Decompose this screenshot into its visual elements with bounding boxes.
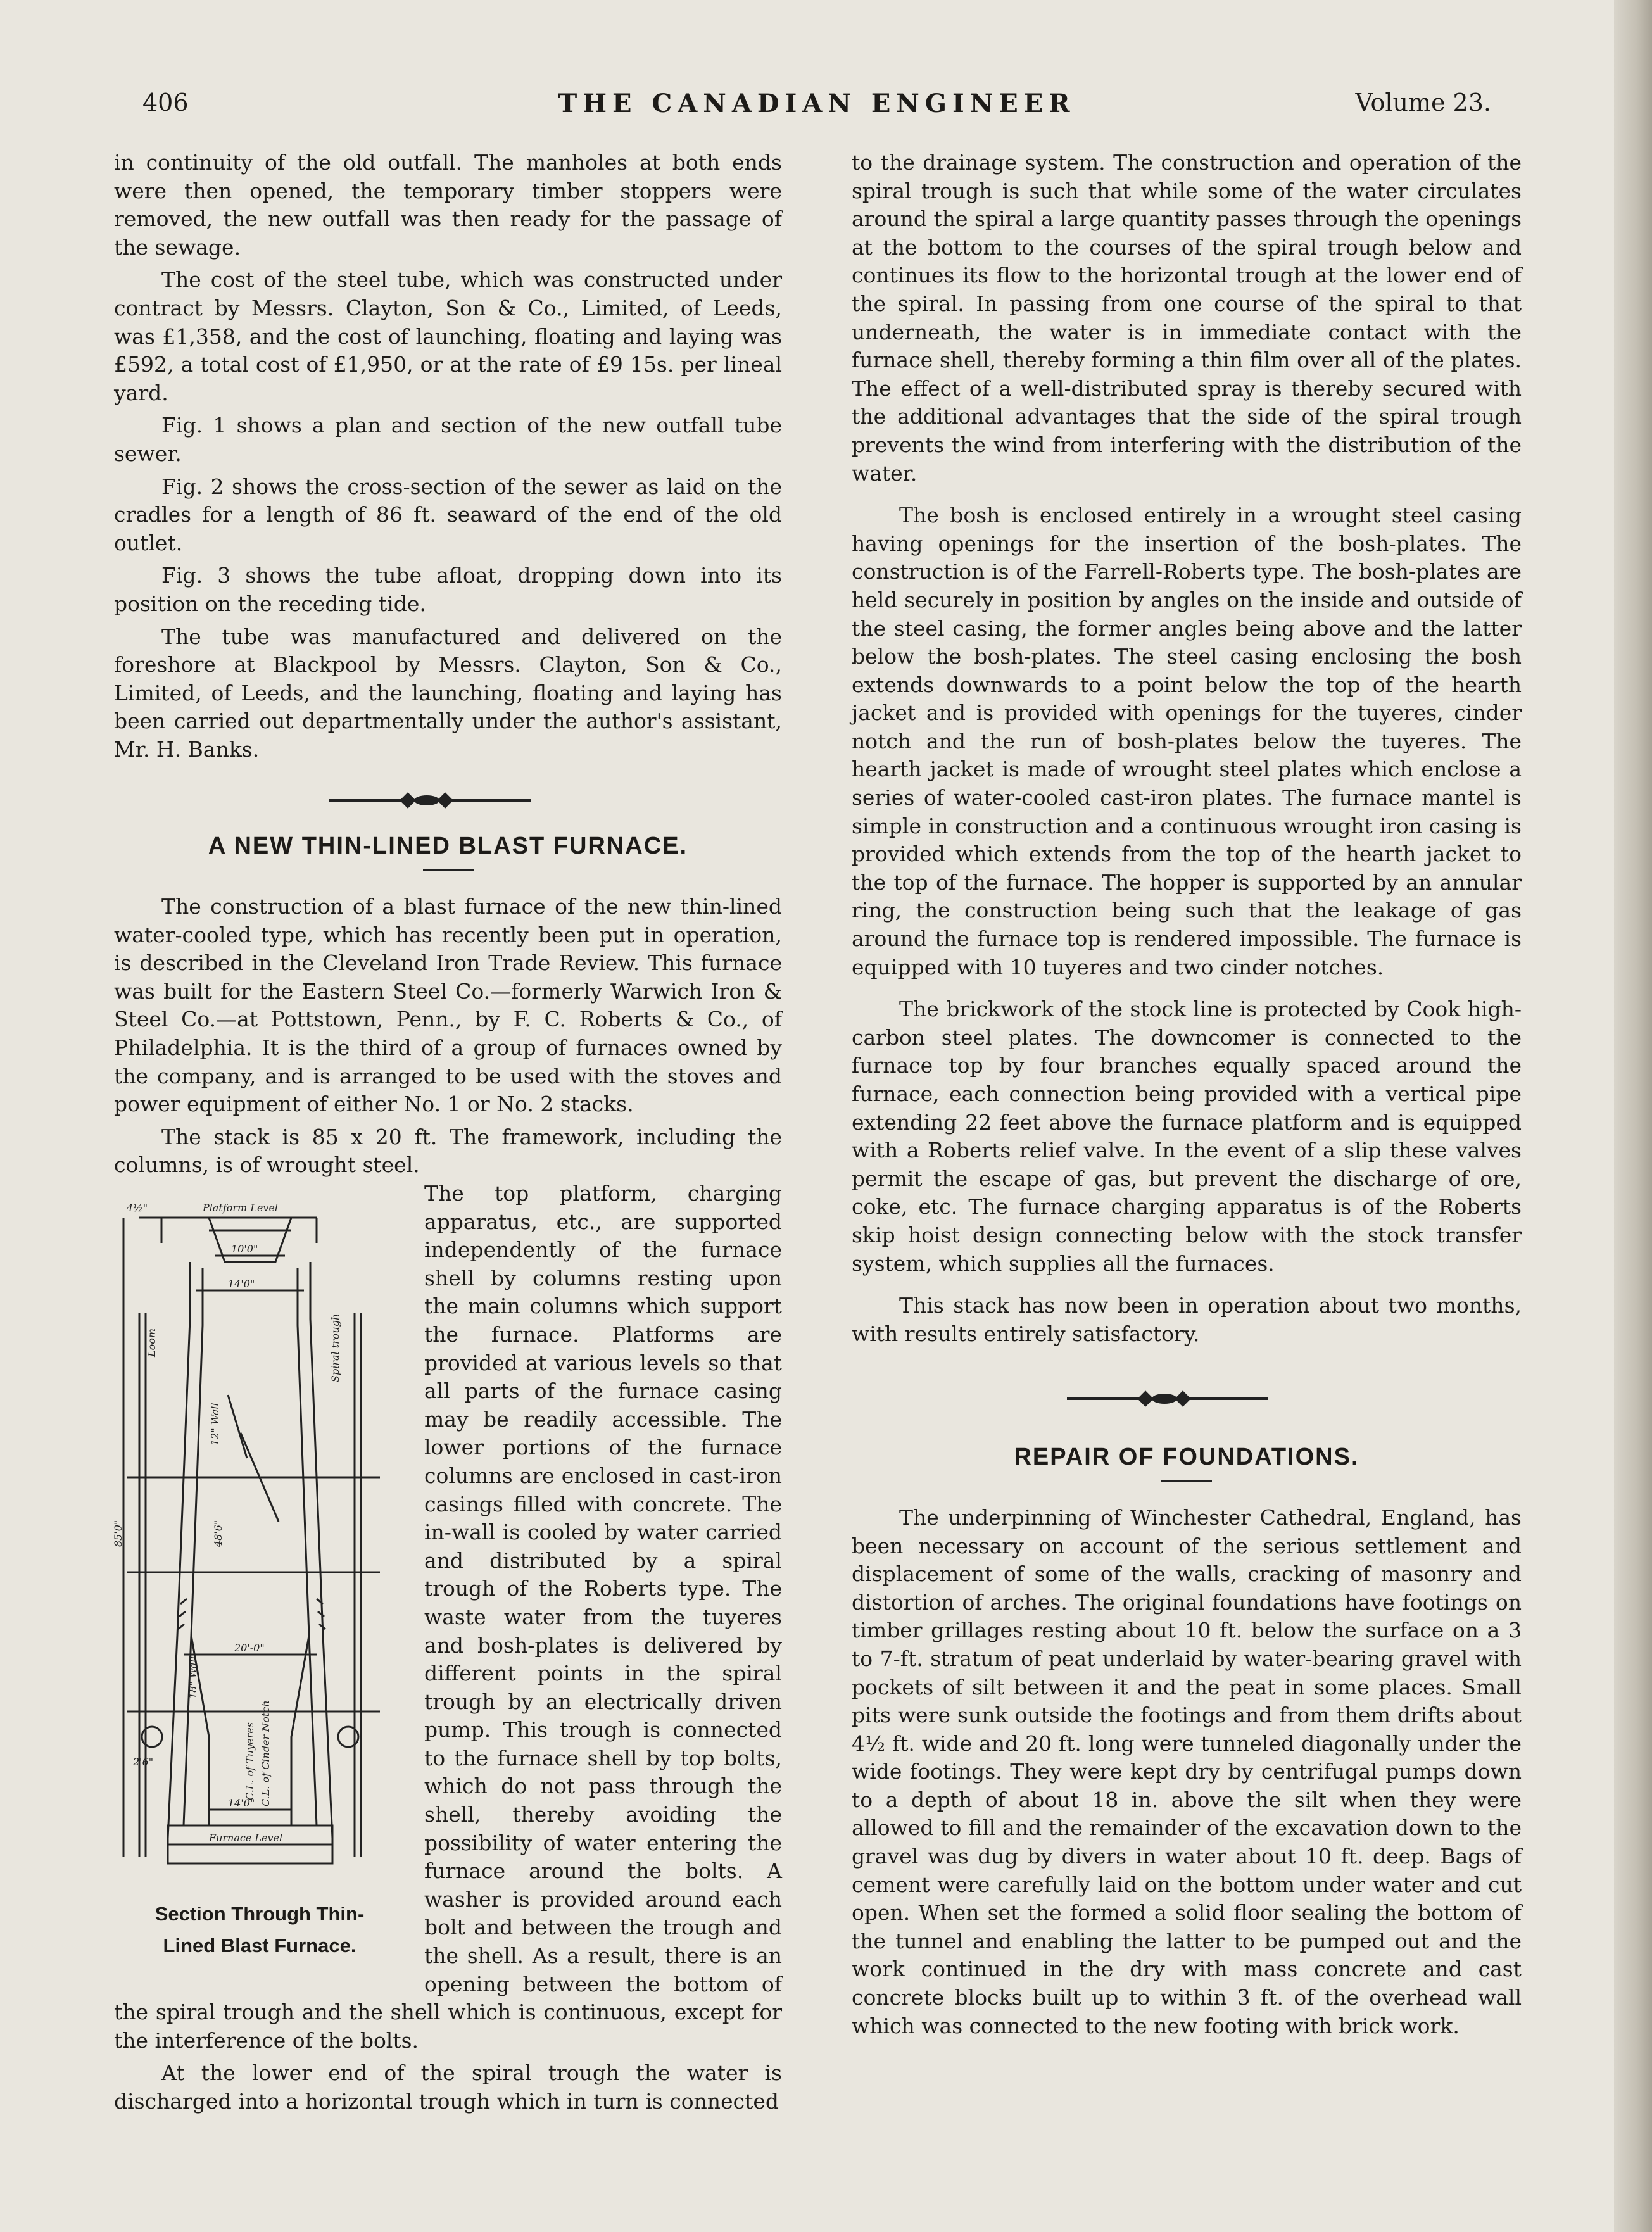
section-divider xyxy=(852,1386,1522,1411)
paragraph: Fig. 2 shows the cross-section of the sewer as laid on the cradles for a length of 86 ft. seaward of the end of the old outlet. xyxy=(114,474,782,555)
title-rule xyxy=(423,869,474,871)
paragraph: Fig. 3 shows the tube afloat, dropping down into its position on the receding tide. xyxy=(114,563,782,616)
page-header xyxy=(142,89,1491,127)
figure-caption xyxy=(114,1898,405,1962)
cl-tuyeres-label: C.L. of Tuyeres xyxy=(244,1722,256,1800)
article-title: REPAIR OF FOUNDATIONS. xyxy=(1014,1444,1359,1471)
dim-14ft-label: 14'0" xyxy=(228,1278,255,1290)
furnace-figure xyxy=(114,1192,405,1987)
volume-label: Volume 23. xyxy=(1355,89,1491,117)
paragraph: The cost of the steel tube, which was constructed under contract by Messrs. Clayton, Son & Co., Limited, of Leeds, was £1,358, and the cost of launching, floating and laying was £592, a total cost of £1,950, or at the rate of £9 15s. per lineal yard. xyxy=(114,267,782,405)
paragraph: in continuity of the old outfall. The manholes at both ends were then opened, the temporary timber stoppers were removed, the new outfall was then ready for the passage of the sewage. xyxy=(114,150,782,260)
figure-caption-line: Section Through Thin- xyxy=(154,1903,365,1925)
figure-caption-line: Lined Blast Furnace. xyxy=(163,1934,356,1957)
right-column xyxy=(852,149,1522,2045)
paragraph: Fig. 1 shows a plan and section of the new outfall tube sewer. xyxy=(114,413,782,466)
paragraph: The brickwork of the stock line is protected by Cook high-carbon steel plates. The downcomer is connected to the furnace top by four branches equally spaced around the furnace, each connection being provided with a vertical pipe extending 22 feet above the furnace platform and is equipped with a Roberts relief valve. In the event of a slip these valves permit the escape of gas, but prevent the discharge of ore, coke, etc. The furnace charging apparatus is of the Roberts skip hoist design connecting below with the stock transfer system, which supplies all the furnaces. xyxy=(852,997,1522,1276)
wall-18-label: 18" Wall xyxy=(187,1656,199,1699)
section-divider xyxy=(114,788,782,813)
paragraph: At the lower end of the spiral trough the water is discharged into a horizontal trough which in turn is connected xyxy=(114,2060,782,2114)
paragraph: to the drainage system. The construction and operation of the spiral trough is such that while some of the water circulates around the spiral a large quantity passes through the openings at the bottom to the courses of the spiral trough below and continues its flow to the horizontal trough at the lower end of the spiral. In passing from one course of the spiral to that underneath, the water is in immediate contact with the furnace shell, thereby forming a thin film over all of the plates. The effect of a well-distributed spray is thereby secured with the additional advantages that the side of the spiral trough prevents the wind from interfering with the distribution of the water. xyxy=(852,150,1522,486)
spiral-trough-label: Spiral trough xyxy=(329,1313,341,1382)
paragraph: The underpinning of Winchester Cathedral, England, has been necessary on account of the serious settlement and displacement of some of the walls, cracking of masonry and distortion of arches. The original foundations have footings on timber grillages resting about 10 ft. below the surface on a 3 to 7-ft. stratum of peat underlaid by water-bearing gravel with pockets of silt between it and the peat in some places. Small pits were sunk outside the footings and from them drifts about 4½ ft. wide and 20 ft. long were tunneled diagonally under the wide footings. They were kept dry by centrifugal pumps down to a depth of about 18 in. above the silt when they were allowed to fill and the remainder of the excavation down to the gravel was dug by divers in water about 10 ft. deep. Bags of cement were carefully laid on the bottom under water and cut open. When set the formed a solid floor sealing the bottom of the tunnel and enabling the latter to be pumped out and the work continued in the dry with mass concrete and cast concrete blocks built up to within 3 ft. of the overhead wall which was connected to the new footing with brick work. xyxy=(852,1504,1522,2038)
furnace-level-label: Furnace Level xyxy=(209,1832,283,1844)
dim-top-label: 4½" xyxy=(127,1202,148,1214)
loom-label: Loom xyxy=(146,1328,158,1357)
paragraph: The construction of a blast furnace of the new thin-lined water-cooled type, which has recently been put in operation, is described in the Cleveland Iron Trade Review. This furnace was built for the Eastern Steel Co.—formerly Warwich Iron & Steel Co.—at Pottstown, Penn., by F. C. Roberts & Co., of Philadelphia. It is the third of a group of furnaces owned by the company, and is arranged to be used with the stoves and power equipment of either No. 1 or No. 2 stacks. xyxy=(114,894,782,1117)
platform-level-label: Platform Level xyxy=(203,1202,279,1214)
dim-14ft-bottom-label: 14'0" xyxy=(228,1797,255,1809)
paragraph: This stack has now been in operation about two months, with results entirely satisfactory. xyxy=(852,1293,1522,1346)
dim-2-6-label: 2'6" xyxy=(133,1756,154,1768)
paragraph: The tube was manufactured and delivered on the foreshore at Blackpool by Messrs. Clayton, Son & Co., Limited, of Leeds, and the launching, floating and laying has been carried out departmentally under the author's assistant, Mr. H. Banks. xyxy=(114,624,782,762)
paragraph: The top platform, charging apparatus, etc., are supported independently of the furnace shell by columns resting upon the main columns which support the furnace. Platforms are provided at various levels so that all parts of the furnace casing may be readily accessible. The lower portions of the furnace columns are enclosed in cast-iron casings filled with concrete. The in-wall is cooled by water carried and distributed by a spiral trough of the Roberts type. The waste water from the tuyeres and bosh-plates is delivered by different points in the spiral trough by an electrically driven pump. This trough is connected to the furnace shell by top bolts, which do not pass through the shell, thereby avoiding the possibility of water entering the furnace around the bolts. A washer is provided around each bolt and between the trough and the shell. As a result, there is an opening between the bottom of the spiral trough and the shell which is continuous, except for the interference of the bolts. xyxy=(114,1181,782,2053)
page-binding-shadow xyxy=(1614,0,1652,2232)
article-title: A NEW THIN-LINED BLAST FURNACE. xyxy=(208,833,688,860)
dim-85ft-label: 85'0" xyxy=(112,1520,124,1547)
left-column xyxy=(114,149,782,2121)
wall-12-label: 12" Wall xyxy=(209,1403,221,1446)
dim-10ft-label: 10'0" xyxy=(231,1243,258,1255)
furnace-section-drawing xyxy=(114,1192,405,1895)
dim-20ft-label: 20'-0" xyxy=(234,1642,265,1654)
title-rule xyxy=(1161,1480,1212,1482)
paragraph: The stack is 85 x 20 ft. The framework, including the columns, is of wrought steel. xyxy=(114,1124,782,1178)
paragraph: The bosh is enclosed entirely in a wrought steel casing having openings for the insertion of the bosh-plates. The construction is of the Farrell-Roberts type. The bosh-plates are held securely in position by angles on the inside and outside of the steel casing, the former angles being above and the latter below the bosh-plates. The steel casing enclosing the bosh extends downwards to a point below the top of the hearth jacket and is provided with openings for the tuyeres, cinder notch and the run of bosh-plates below the tuyeres. The hearth jacket is made of wrought steel plates which enclose a series of water-cooled cast-iron plates. The furnace mantel is simple in construction and a continuous wrought iron casing is provided which extends from the top of the hearth jacket to the top of the furnace. The hopper is supported by an annular ring, the construction being such that the leakage of gas around the furnace top is rendered impossible. The furnace is equipped with 10 tuyeres and two cinder notches. xyxy=(852,503,1522,980)
cl-cinder-label: C.L. of Cinder Notch xyxy=(260,1700,272,1806)
page-number: 406 xyxy=(142,89,189,117)
dim-48ft-label: 48'6" xyxy=(212,1520,224,1547)
journal-title: THE CANADIAN ENGINEER xyxy=(558,89,1076,118)
